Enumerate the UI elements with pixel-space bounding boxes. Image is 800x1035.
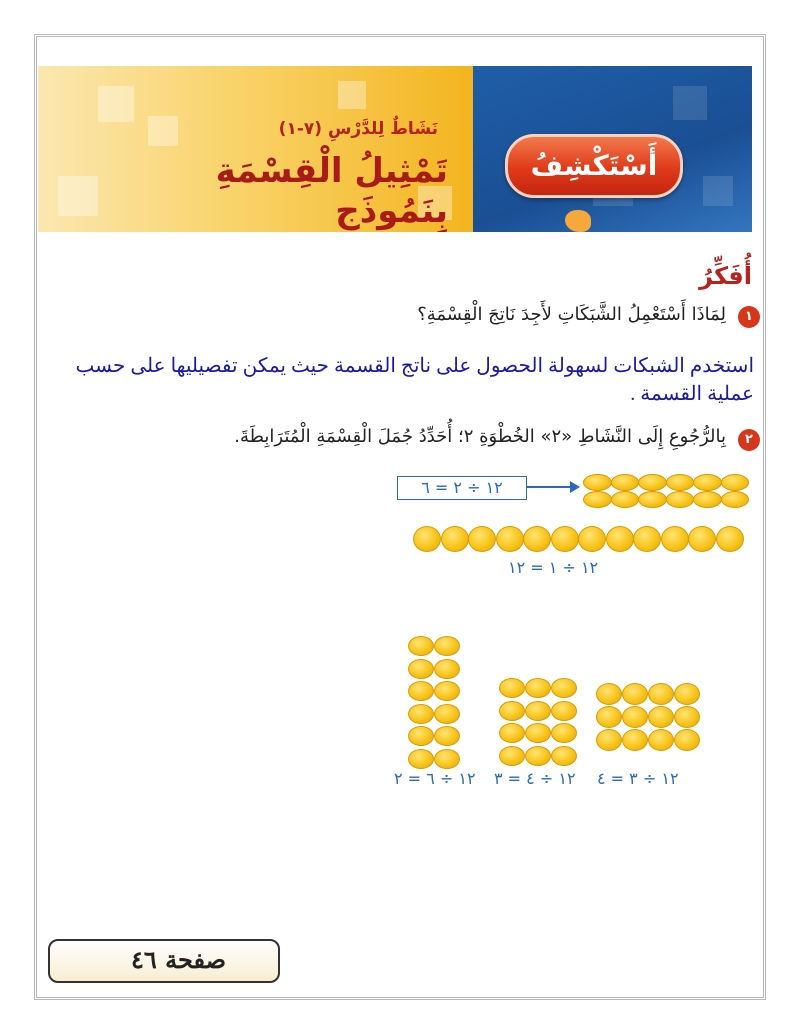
counter-icon xyxy=(434,749,460,769)
counter-icon xyxy=(413,526,441,552)
counter-icon xyxy=(596,729,622,751)
counter-icon xyxy=(408,659,434,679)
counter-icon xyxy=(606,526,634,552)
counter-icon xyxy=(434,726,460,746)
page-number: صفحة ٤٦ xyxy=(130,945,226,974)
counter-icon xyxy=(648,729,674,751)
counter-icon xyxy=(633,526,661,552)
question-2-text: بِالرُّجُوعِ إِلَى النَّشَاطِ «٢» الخُطْوَةِ ٢؛ أُحَدِّدُ جُمَلَ الْقِسْمَةِ الْمُتَرَابِطَةَ. xyxy=(234,426,726,447)
explore-badge xyxy=(505,134,683,198)
counter-icon xyxy=(434,704,460,724)
counter-icon xyxy=(523,526,551,552)
counter-icon xyxy=(408,704,434,724)
counter-icon xyxy=(496,526,524,552)
counter-icon xyxy=(622,706,648,728)
lesson-banner xyxy=(38,66,752,232)
counter-icon xyxy=(674,683,700,705)
section-heading: أُفَكِّرُ xyxy=(699,262,752,290)
counter-icon xyxy=(499,701,525,721)
counter-icon xyxy=(661,526,689,552)
question-1-text: لِمَاذَا أَسْتَعْمِلُ الشَّبَكَاتِ لأَجِدَ نَاتِجَ الْقِسْمَةِ؟ xyxy=(417,304,726,325)
counter-icon xyxy=(693,491,722,508)
counter-icon xyxy=(408,681,434,701)
counter-icon xyxy=(596,706,622,728)
counter-icon xyxy=(596,683,622,705)
counter-icon xyxy=(551,746,577,766)
counter-icon xyxy=(674,729,700,751)
counter-icon xyxy=(408,636,434,656)
counter-icon xyxy=(408,749,434,769)
counter-icon xyxy=(578,526,606,552)
counter-icon xyxy=(611,474,640,491)
counter-icon xyxy=(638,491,667,508)
lesson-title: تَمْثِيلُ الْقِسْمَةِ بِنَمُوذَجٍ xyxy=(215,151,448,231)
counter-icon xyxy=(622,729,648,751)
counter-icon xyxy=(648,683,674,705)
equation-one-row: ١٢ ÷ ١ = ١٢ xyxy=(508,558,599,577)
equation-four-rows: ١٢ ÷ ٤ = ٣ xyxy=(494,769,576,788)
counter-icon xyxy=(688,526,716,552)
answer-text: استخدم الشبكات لسهولة الحصول على ناتج القسمة حيث يمكن تفصيليها على حسب عملية القسمة . xyxy=(75,355,754,405)
counter-icon xyxy=(583,491,612,508)
equation-box: ١٢ ÷ ٢ = ٦ xyxy=(397,476,527,500)
explore-badge-label: أَسْتَكْشِفُ xyxy=(530,149,658,182)
counter-icon xyxy=(551,723,577,743)
counter-icon xyxy=(721,474,750,491)
counter-icon xyxy=(434,659,460,679)
counter-icon xyxy=(551,701,577,721)
counter-icon xyxy=(434,681,460,701)
counter-icon xyxy=(666,491,695,508)
question-number-badge: ١ xyxy=(738,306,760,328)
equation-six-rows: ١٢ ÷ ٦ = ٢ xyxy=(394,769,476,788)
counter-icon xyxy=(525,678,551,698)
counter-icon xyxy=(408,726,434,746)
counter-icon xyxy=(441,526,469,552)
question-number-badge: ٢ xyxy=(738,429,760,451)
counter-icon xyxy=(551,526,579,552)
counter-icon xyxy=(583,474,612,491)
counter-icon xyxy=(525,723,551,743)
counter-icon xyxy=(648,706,674,728)
counter-icon xyxy=(721,491,750,508)
counter-icon xyxy=(468,526,496,552)
counter-icon xyxy=(611,491,640,508)
counter-icon xyxy=(716,526,744,552)
page-number-box xyxy=(48,939,280,983)
counter-icon xyxy=(693,474,722,491)
counter-icon xyxy=(525,746,551,766)
counter-icon xyxy=(551,678,577,698)
counter-icon xyxy=(525,701,551,721)
counter-icon xyxy=(674,706,700,728)
counter-icon xyxy=(499,723,525,743)
counter-icon xyxy=(499,746,525,766)
counter-icon xyxy=(666,474,695,491)
counter-icon xyxy=(434,636,460,656)
banner-decoration-icon xyxy=(565,210,591,232)
counter-icon xyxy=(499,678,525,698)
counter-icon xyxy=(638,474,667,491)
lesson-subtitle: نَشَاطٌ لِلدَّرْسِ (٧-١) xyxy=(278,119,438,139)
equation-three-rows: ١٢ ÷ ٣ = ٤ xyxy=(597,769,679,788)
arrow-icon xyxy=(526,486,578,488)
counter-icon xyxy=(622,683,648,705)
